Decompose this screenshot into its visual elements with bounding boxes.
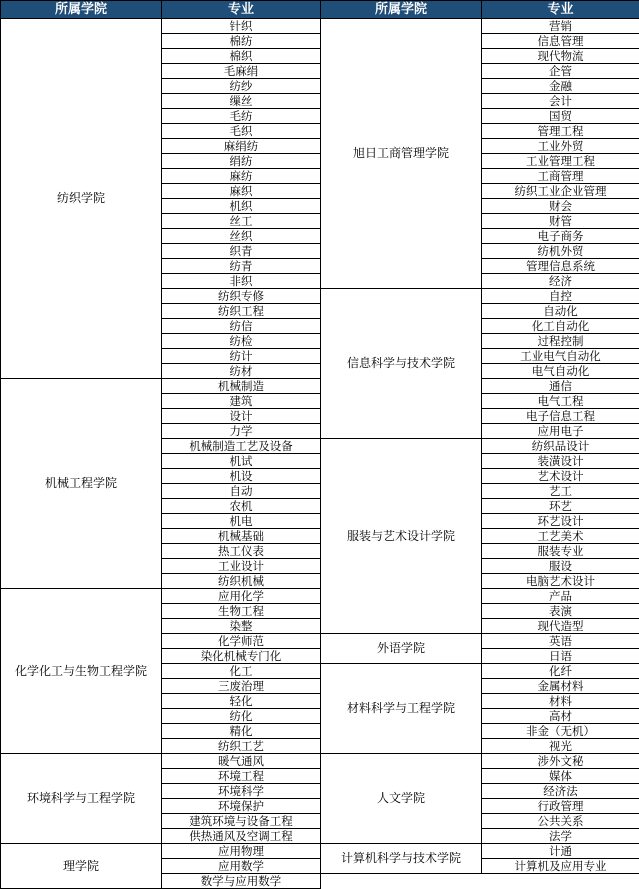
major-cell: 机械基础	[162, 529, 321, 544]
major-cell: 环境保护	[162, 799, 321, 814]
college-cell: 化学化工与生物工程学院	[1, 589, 162, 754]
college-cell: 理学院	[1, 844, 162, 889]
major-cell: 建筑环境与设备工程	[162, 814, 321, 829]
major-cell: 工业管理工程	[482, 154, 639, 169]
major-cell: 自动	[162, 484, 321, 499]
major-cell: 装潢设计	[482, 454, 639, 469]
major-cell: 棉织	[162, 49, 321, 64]
major-cell: 机械制造工艺及设备	[162, 439, 321, 454]
major-cell: 农机	[162, 499, 321, 514]
major-cell: 企管	[482, 64, 639, 79]
major-cell: 现代造型	[482, 619, 639, 634]
major-cell: 计通	[482, 844, 639, 859]
major-cell: 表演	[482, 604, 639, 619]
major-cell: 绢纺	[162, 154, 321, 169]
major-cell: 纺织工程	[162, 304, 321, 319]
major-cell: 电子信息工程	[482, 409, 639, 424]
major-cell: 应用数学	[162, 859, 321, 874]
major-cell: 麻绢纺	[162, 139, 321, 154]
major-cell: 环境科学	[162, 784, 321, 799]
major-cell: 环艺	[482, 499, 639, 514]
college-cell: 旭日工商管理学院	[321, 19, 482, 289]
major-cell: 工艺美术	[482, 529, 639, 544]
major-cell: 轻化	[162, 694, 321, 709]
major-cell: 纺材	[162, 364, 321, 379]
major-cell: 财管	[482, 214, 639, 229]
college-cell: 服装与艺术设计学院	[321, 439, 482, 634]
major-cell: 金融	[482, 79, 639, 94]
major-cell: 丝织	[162, 229, 321, 244]
major-cell: 毛织	[162, 124, 321, 139]
major-cell: 媒体	[482, 769, 639, 784]
major-cell: 通信	[482, 379, 639, 394]
major-cell: 机械制造	[162, 379, 321, 394]
major-cell: 暖气通风	[162, 754, 321, 769]
major-cell: 公共关系	[482, 814, 639, 829]
major-cell: 会计	[482, 94, 639, 109]
header-row	[1, 1, 639, 19]
table-row	[1, 844, 639, 859]
major-cell: 纺织品设计	[482, 439, 639, 454]
major-cell: 丝工	[162, 214, 321, 229]
major-cell: 纺织机械	[162, 574, 321, 589]
major-cell: 计算机及应用专业	[482, 859, 639, 874]
table-body	[1, 19, 639, 889]
major-cell: 英语	[482, 634, 639, 649]
major-cell: 信息管理	[482, 34, 639, 49]
major-cell: 化工自动化	[482, 319, 639, 334]
major-cell: 非织	[162, 274, 321, 289]
major-cell: 艺术设计	[482, 469, 639, 484]
major-cell: 经济法	[482, 784, 639, 799]
table-row	[1, 754, 639, 769]
major-cell: 麻织	[162, 184, 321, 199]
major-cell: 行政管理	[482, 799, 639, 814]
major-cell: 三废治理	[162, 679, 321, 694]
major-cell: 管理信息系统	[482, 259, 639, 274]
major-cell: 力学	[162, 424, 321, 439]
major-cell: 工业外贸	[482, 139, 639, 154]
major-cell: 材料	[482, 694, 639, 709]
header-major-left: 专业	[162, 1, 321, 19]
header-college-right: 所属学院	[321, 1, 482, 19]
major-cell: 化工	[162, 664, 321, 679]
major-cell: 现代物流	[482, 49, 639, 64]
major-cell: 自控	[482, 289, 639, 304]
major-cell: 环境工程	[162, 769, 321, 784]
major-cell: 机试	[162, 454, 321, 469]
major-cell: 针织	[162, 19, 321, 34]
major-cell: 电子商务	[482, 229, 639, 244]
major-cell: 电脑艺术设计	[482, 574, 639, 589]
major-cell: 艺工	[482, 484, 639, 499]
major-cell: 金属材料	[482, 679, 639, 694]
major-cell: 纺检	[162, 334, 321, 349]
major-cell: 经济	[482, 274, 639, 289]
table-row	[1, 589, 639, 604]
major-cell: 应用物理	[162, 844, 321, 859]
major-cell: 涉外文秘	[482, 754, 639, 769]
major-cell: 纺织工艺	[162, 739, 321, 754]
college-cell: 外语学院	[321, 634, 482, 664]
major-cell: 麻纺	[162, 169, 321, 184]
major-cell: 高材	[482, 709, 639, 724]
major-cell: 工业电气自动化	[482, 349, 639, 364]
major-cell: 财会	[482, 199, 639, 214]
major-cell: 精化	[162, 724, 321, 739]
major-cell: 纺纱	[162, 79, 321, 94]
major-cell: 管理工程	[482, 124, 639, 139]
major-cell: 法学	[482, 829, 639, 844]
college-cell: 信息科学与技术学院	[321, 289, 482, 439]
major-cell: 电气工程	[482, 394, 639, 409]
major-cell: 自动化	[482, 304, 639, 319]
major-cell: 应用化学	[162, 589, 321, 604]
major-cell: 工业设计	[162, 559, 321, 574]
major-cell: 视光	[482, 739, 639, 754]
college-cell: 环境科学与工程学院	[1, 754, 162, 844]
college-cell: 计算机科学与技术学院	[321, 844, 482, 874]
major-cell: 化纤	[482, 664, 639, 679]
major-cell: 纺信	[162, 319, 321, 334]
major-cell: 纺计	[162, 349, 321, 364]
major-cell: 机设	[162, 469, 321, 484]
major-cell: 设计	[162, 409, 321, 424]
table-row	[1, 379, 639, 394]
major-cell: 织青	[162, 244, 321, 259]
major-cell: 服装专业	[482, 544, 639, 559]
major-cell: 非金（无机）	[482, 724, 639, 739]
major-cell: 日语	[482, 649, 639, 664]
major-cell: 染整	[162, 619, 321, 634]
major-cell: 纺织专修	[162, 289, 321, 304]
college-cell: 人文学院	[321, 754, 482, 844]
major-cell: 纺青	[162, 259, 321, 274]
major-cell: 纺织工业企业管理	[482, 184, 639, 199]
college-cell: 材料科学与工程学院	[321, 664, 482, 754]
major-cell: 数学与应用数学	[162, 874, 321, 889]
major-cell: 产品	[482, 589, 639, 604]
header-major-right: 专业	[482, 1, 639, 19]
major-cell: 国贸	[482, 109, 639, 124]
major-cell: 过程控制	[482, 334, 639, 349]
major-cell: 染化机械专门化	[162, 649, 321, 664]
major-cell: 电气自动化	[482, 364, 639, 379]
major-cell: 环艺设计	[482, 514, 639, 529]
major-cell: 纺机外贸	[482, 244, 639, 259]
major-cell: 生物工程	[162, 604, 321, 619]
major-cell: 供热通风及空调工程	[162, 829, 321, 844]
major-cell: 热工仪表	[162, 544, 321, 559]
college-cell: 机械工程学院	[1, 379, 162, 589]
major-cell: 机电	[162, 514, 321, 529]
major-cell: 毛纺	[162, 109, 321, 124]
major-cell: 机织	[162, 199, 321, 214]
major-cell: 棉纺	[162, 34, 321, 49]
major-cell: 工商管理	[482, 169, 639, 184]
major-cell: 纺化	[162, 709, 321, 724]
table-row	[1, 19, 639, 34]
major-cell: 缫丝	[162, 94, 321, 109]
major-cell: 毛麻绢	[162, 64, 321, 79]
major-cell: 营销	[482, 19, 639, 34]
major-cell: 服设	[482, 559, 639, 574]
header-college-left: 所属学院	[1, 1, 162, 19]
college-cell: 纺织学院	[1, 19, 162, 379]
major-cell: 建筑	[162, 394, 321, 409]
major-cell: 应用电子	[482, 424, 639, 439]
major-cell: 化学师范	[162, 634, 321, 649]
